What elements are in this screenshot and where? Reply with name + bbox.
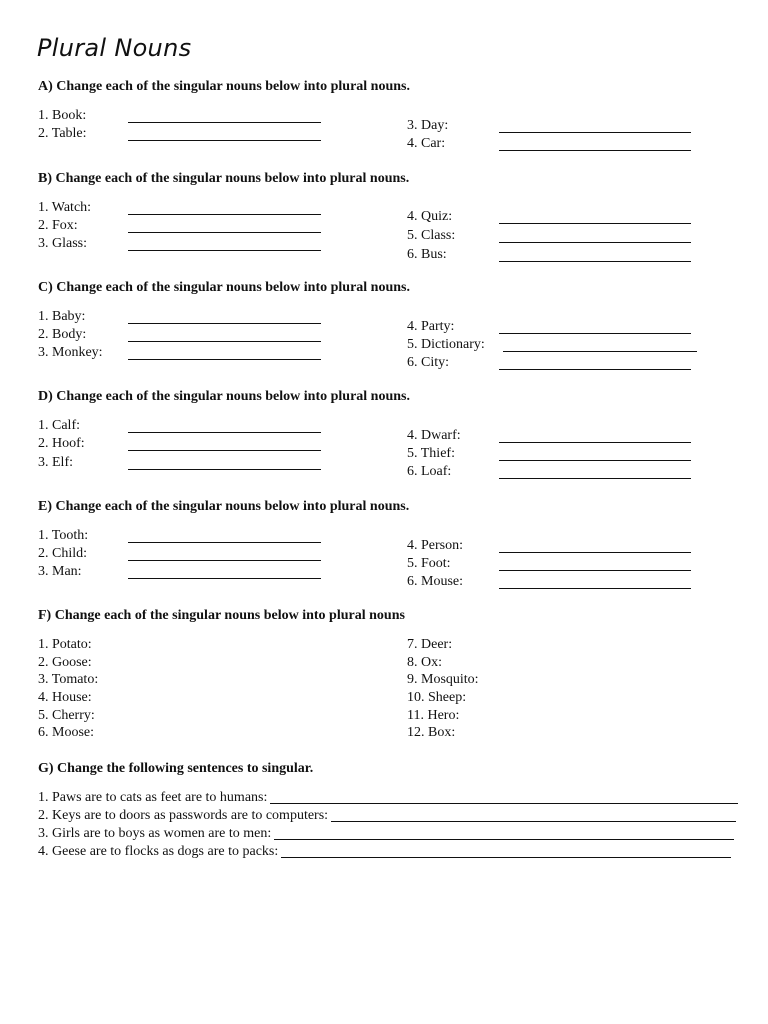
section-d-item-1: 1. Calf: xyxy=(38,418,80,433)
section-a-item-4: 4. Car: xyxy=(407,136,446,151)
section-g-sentence-4 xyxy=(38,843,731,861)
section-g-sentence-2-text: 2. Keys are to doors as passwords are to computers: xyxy=(38,808,329,823)
section-c-item-1: 1. Baby: xyxy=(38,309,86,324)
section-f-item-8: 8. Ox: xyxy=(407,655,442,670)
section-b-item-3: 3. Glass: xyxy=(38,236,87,251)
section-b-answer-line-6[interactable] xyxy=(499,261,691,262)
section-d-item-6: 6. Loaf: xyxy=(407,464,452,479)
section-d-answer-line-5[interactable] xyxy=(499,460,691,461)
section-e-item-1: 1. Tooth: xyxy=(38,528,89,543)
worksheet-title: Plural Nouns xyxy=(37,34,192,62)
section-e-item-6: 6. Mouse: xyxy=(407,574,463,589)
section-d-answer-line-6[interactable] xyxy=(499,478,691,479)
section-f-item-9: 9. Mosquito: xyxy=(407,672,479,687)
section-c-answer-line-5[interactable] xyxy=(503,351,697,352)
section-g-heading: G) Change the following sentences to singular. xyxy=(38,761,314,776)
section-c-answer-line-6[interactable] xyxy=(499,369,691,370)
section-b-answer-line-3[interactable] xyxy=(128,250,321,251)
section-e-item-3: 3. Man: xyxy=(38,564,82,579)
section-c-answer-line-3[interactable] xyxy=(128,359,321,360)
section-g-answer-line-3[interactable] xyxy=(274,839,734,840)
section-e-item-2: 2. Child: xyxy=(38,546,88,561)
section-f-item-3: 3. Tomato: xyxy=(38,672,99,687)
section-a-item-2: 2. Table: xyxy=(38,126,87,141)
section-c-item-2: 2. Body: xyxy=(38,327,87,342)
section-g-sentence-3-text: 3. Girls are to boys as women are to men: xyxy=(38,826,272,841)
section-f-item-10: 10. Sheep: xyxy=(407,690,467,705)
section-c-answer-line-4[interactable] xyxy=(499,333,691,334)
section-f-item-5: 5. Cherry: xyxy=(38,708,95,723)
section-g-answer-line-4[interactable] xyxy=(281,857,731,858)
section-a-answer-line-2[interactable] xyxy=(128,140,321,141)
section-c-answer-line-1[interactable] xyxy=(128,323,321,324)
section-b-item-1: 1. Watch: xyxy=(38,200,92,215)
section-b-heading: B) Change each of the singular nouns below into plural nouns. xyxy=(38,171,410,186)
section-e-item-4: 4. Person: xyxy=(407,538,463,553)
section-g-sentence-1 xyxy=(38,789,738,807)
section-f-item-12: 12. Box: xyxy=(407,725,456,740)
section-c-item-5: 5. Dictionary: xyxy=(407,337,485,352)
section-b-answer-line-2[interactable] xyxy=(128,232,321,233)
section-b-answer-line-1[interactable] xyxy=(128,214,321,215)
section-f-item-1: 1. Potato: xyxy=(38,637,92,652)
section-c-answer-line-2[interactable] xyxy=(128,341,321,342)
section-d-item-3: 3. Elf: xyxy=(38,455,73,470)
section-c-heading: C) Change each of the singular nouns below into plural nouns. xyxy=(38,280,410,295)
section-e-answer-line-3[interactable] xyxy=(128,578,321,579)
section-e-answer-line-1[interactable] xyxy=(128,542,321,543)
section-d-answer-line-3[interactable] xyxy=(128,469,321,470)
section-g-sentence-1-text: 1. Paws are to cats as feet are to humans: xyxy=(38,790,268,805)
section-d-answer-line-1[interactable] xyxy=(128,432,321,433)
section-g-answer-line-2[interactable] xyxy=(331,821,736,822)
section-f-item-7: 7. Deer: xyxy=(407,637,453,652)
section-c-item-4: 4. Party: xyxy=(407,319,455,334)
section-g-sentence-2 xyxy=(38,807,736,825)
section-g-answer-line-1[interactable] xyxy=(270,803,738,804)
section-a-answer-line-4[interactable] xyxy=(499,150,691,151)
section-g-sentence-4-text: 4. Geese are to flocks as dogs are to packs: xyxy=(38,844,279,859)
section-d-heading: D) Change each of the singular nouns below into plural nouns. xyxy=(38,389,410,404)
section-b-item-2: 2. Fox: xyxy=(38,218,78,233)
section-f-item-2: 2. Goose: xyxy=(38,655,92,670)
section-a-item-3: 3. Day: xyxy=(407,118,449,133)
section-d-answer-line-4[interactable] xyxy=(499,442,691,443)
section-e-heading: E) Change each of the singular nouns below into plural nouns. xyxy=(38,499,410,514)
section-a-answer-line-3[interactable] xyxy=(499,132,691,133)
section-e-answer-line-5[interactable] xyxy=(499,570,691,571)
section-e-answer-line-6[interactable] xyxy=(499,588,691,589)
section-a-answer-line-1[interactable] xyxy=(128,122,321,123)
section-g-sentence-3 xyxy=(38,825,734,843)
section-a-item-1: 1. Book: xyxy=(38,108,87,123)
section-b-answer-line-4[interactable] xyxy=(499,223,691,224)
section-b-answer-line-5[interactable] xyxy=(499,242,691,243)
section-e-answer-line-4[interactable] xyxy=(499,552,691,553)
section-b-item-5: 5. Class: xyxy=(407,228,456,243)
section-f-heading: F) Change each of the singular nouns below into plural nouns xyxy=(38,608,405,623)
section-f-item-11: 11. Hero: xyxy=(407,708,460,723)
section-c-item-3: 3. Monkey: xyxy=(38,345,103,360)
section-f-item-6: 6. Moose: xyxy=(38,725,94,740)
section-d-answer-line-2[interactable] xyxy=(128,450,321,451)
section-f-item-4: 4. House: xyxy=(38,690,92,705)
section-d-item-2: 2. Hoof: xyxy=(38,436,85,451)
section-a-heading: A) Change each of the singular nouns below into plural nouns. xyxy=(38,79,410,94)
section-e-item-5: 5. Foot: xyxy=(407,556,451,571)
section-e-answer-line-2[interactable] xyxy=(128,560,321,561)
section-d-item-5: 5. Thief: xyxy=(407,446,455,461)
section-b-item-6: 6. Bus: xyxy=(407,247,447,262)
section-b-item-4: 4. Quiz: xyxy=(407,209,453,224)
section-d-item-4: 4. Dwarf: xyxy=(407,428,461,443)
section-c-item-6: 6. City: xyxy=(407,355,450,370)
